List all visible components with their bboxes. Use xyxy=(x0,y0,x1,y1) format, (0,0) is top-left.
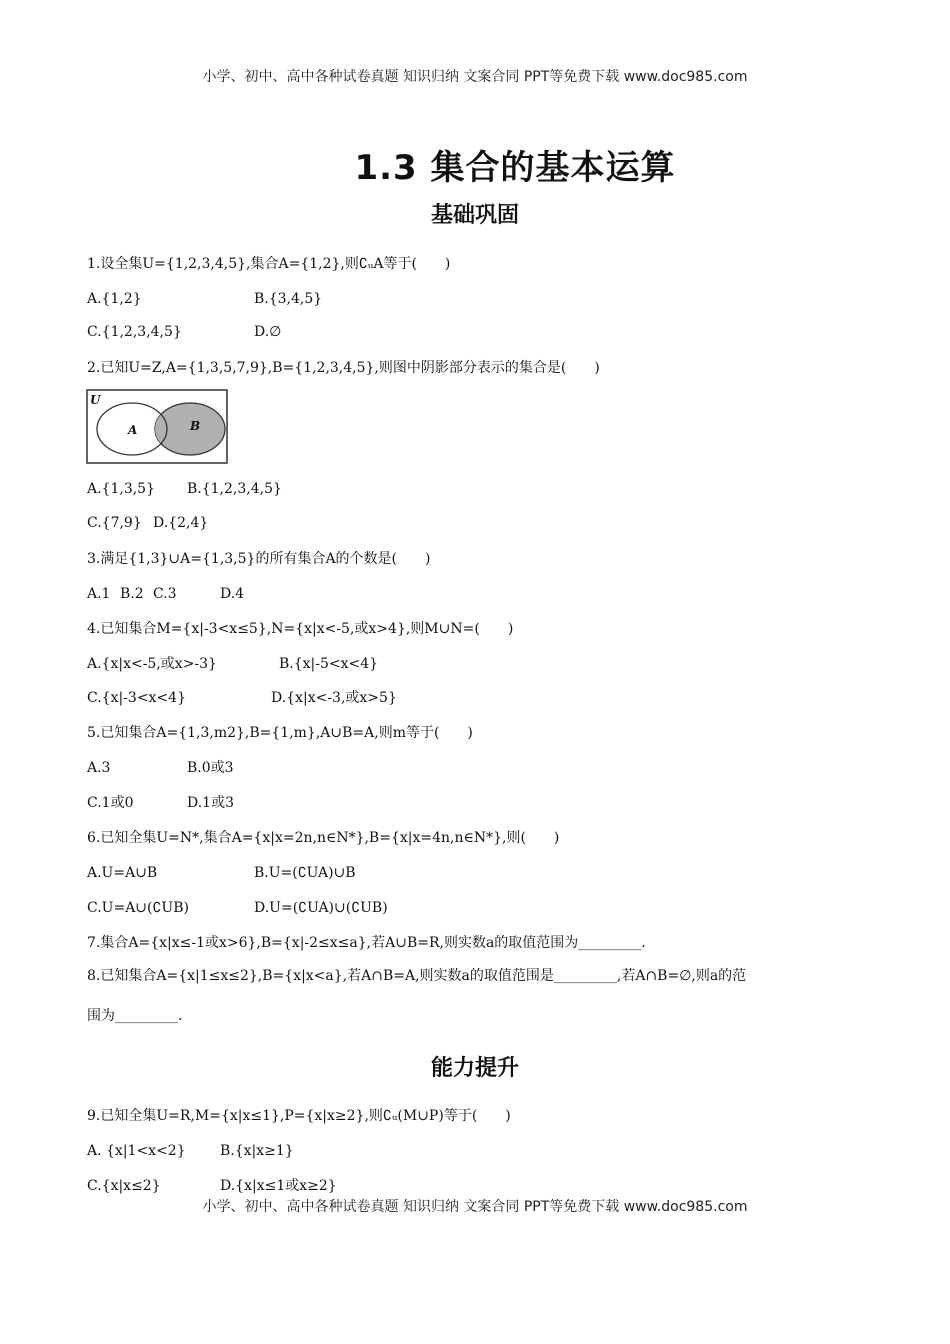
question-2-option-d: D.{2,4} xyxy=(153,515,209,531)
question-1-option-d: D.∅ xyxy=(254,324,282,340)
question-4-option-d: D.{x|x<-3,或x>5} xyxy=(271,690,397,706)
question-5-option-a: A.3 xyxy=(87,760,111,776)
question-3-stem: 3.满足{1,3}∪A={1,3,5}的所有集合A的个数是( ) xyxy=(87,551,431,567)
section-heading-advanced: 能力提升 xyxy=(430,1056,519,1081)
page-title: 1.3 集合的基本运算 xyxy=(354,148,676,188)
question-5-option-c: C.1或0 xyxy=(87,795,134,811)
question-2-stem: 2.已知U=Z,A={1,3,5,7,9},B={1,2,3,4,5},则图中阴影部分表示的集合是( ) xyxy=(87,360,600,376)
page-header: 小学、初中、高中各种试卷真题 知识归纳 文案合同 PPT等免费下载 www.doc985.com xyxy=(202,69,748,85)
question-1-option-c: C.{1,2,3,4,5} xyxy=(87,324,182,340)
question-1-option-a: A.{1,2} xyxy=(87,291,142,307)
question-3-option-b: B.2 xyxy=(120,586,144,602)
venn-label-u: U xyxy=(90,393,101,407)
question-9-stem: 9.已知全集U=R,M={x|x≤1},P={x|x≥2},则∁ᵤ(M∪P)等于( ) xyxy=(87,1108,511,1124)
question-6-stem: 6.已知全集U=N*,集合A={x|x=2n,n∈N*},B={x|x=4n,n∈N*},则( ) xyxy=(87,830,560,846)
question-9-option-a: A. {x|1<x<2} xyxy=(87,1143,186,1159)
question-4-stem: 4.已知集合M={x|-3<x≤5},N={x|x<-5,或x>4},则M∪N=( ) xyxy=(87,621,514,637)
question-6-option-c: C.U=A∪(∁UB) xyxy=(87,900,189,916)
question-7-stem: 7.集合A={x|x≤-1或x>6},B={x|-2≤x≤a},若A∪B=R,则实数a的取值范围为_________. xyxy=(87,935,646,951)
question-6-option-b: B.U=(∁UA)∪B xyxy=(254,865,356,881)
question-2-option-b: B.{1,2,3,4,5} xyxy=(187,481,282,497)
question-9-option-c: C.{x|x≤2} xyxy=(87,1178,161,1194)
question-1-option-b: B.{3,4,5} xyxy=(254,291,323,307)
question-4-option-a: A.{x|x<-5,或x>-3} xyxy=(87,656,217,672)
question-5-option-b: B.0或3 xyxy=(187,760,234,776)
question-8-stem: 8.已知集合A={x|1≤x≤2},B={x|x<a},若A∩B=A,则实数a的取值范围是_________,若A∩B=∅,则a的范 xyxy=(87,968,747,984)
question-9-option-d: D.{x|x≤1或x≥2} xyxy=(220,1178,337,1194)
question-4-option-b: B.{x|-5<x<4} xyxy=(279,656,379,672)
question-1-stem: 1.设全集U={1,2,3,4,5},集合A={1,2},则∁ᵤA等于( ) xyxy=(87,256,451,272)
question-6-option-a: A.U=A∪B xyxy=(87,865,158,881)
question-2-option-c: C.{7,9} xyxy=(87,515,142,531)
question-2-option-a: A.{1,3,5} xyxy=(87,481,155,497)
question-4-option-c: C.{x|-3<x<4} xyxy=(87,690,186,706)
section-heading-basic: 基础巩固 xyxy=(430,203,519,228)
venn-diagram xyxy=(86,389,228,464)
question-3-option-a: A.1 xyxy=(87,586,111,602)
venn-label-b: B xyxy=(190,419,201,433)
venn-label-a: A xyxy=(128,423,138,437)
question-3-option-c: C.3 xyxy=(153,586,177,602)
question-3-option-d: D.4 xyxy=(220,586,245,602)
question-6-option-d: D.U=(∁UA)∪(∁UB) xyxy=(254,900,388,916)
question-5-stem: 5.已知集合A={1,3,m2},B={1,m},A∪B=A,则m等于( ) xyxy=(87,725,473,741)
question-9-option-b: B.{x|x≥1} xyxy=(220,1143,294,1159)
question-8-continuation: 围为_________. xyxy=(87,1008,183,1024)
question-5-option-d: D.1或3 xyxy=(187,795,234,811)
page-footer: 小学、初中、高中各种试卷真题 知识归纳 文案合同 PPT等免费下载 www.doc985.com xyxy=(202,1199,748,1215)
